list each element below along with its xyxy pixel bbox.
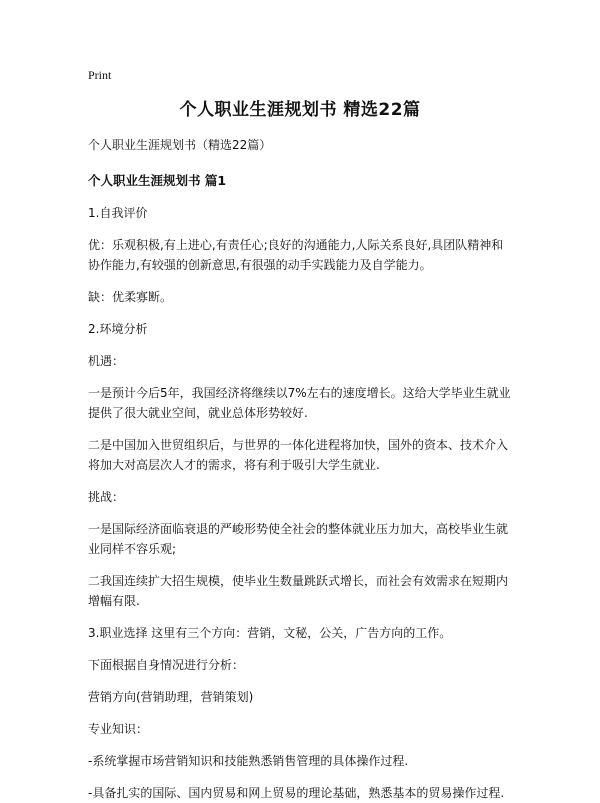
paragraph-challenge-1: 一是国际经济面临衰退的严峻形势使全社会的整体就业压力加大，高校毕业生就业同样不容乐观; — [88, 522, 509, 556]
paragraph-career-choice: 3.职业选择 这里有三个方向：营销，文秘，公关，广告方向的工作。 — [88, 626, 452, 640]
document-title: 个人职业生涯规划书 精选22篇 — [179, 100, 421, 120]
paragraph-marketing-direction: 营销方向(营销助理，营销策划) — [88, 690, 254, 704]
paragraph-analysis-intro: 下面根据自身情况进行分析： — [88, 658, 245, 672]
paragraph-self-evaluation-heading: 1.自我评价 — [88, 206, 148, 220]
print-link[interactable]: Print — [88, 68, 112, 82]
paragraph-knowledge-item-1: -系统掌握市场营销知识和技能熟悉销售管理的具体操作过程. — [88, 754, 409, 768]
paragraph-opportunities-label: 机遇： — [88, 354, 125, 368]
paragraph-challenge-2: 二我国连续扩大招生规模，使毕业生数量跳跃式增长，而社会有效需求在短期内增幅有限. — [88, 574, 509, 608]
paragraph-strengths: 优：乐观积极,有上进心,有责任心;良好的沟通能力,人际关系良好,具团队精神和协作能力,有较强的创新意思,有很强的动手实践能力及自学能力。 — [88, 238, 504, 272]
paragraph-professional-knowledge-label: 专业知识： — [88, 722, 149, 736]
document-subtitle: 个人职业生涯规划书（精选22篇） — [88, 138, 272, 152]
paragraph-environment-heading: 2.环境分析 — [88, 322, 148, 336]
paragraph-challenges-label: 挑战： — [88, 490, 125, 504]
paragraph-knowledge-item-2: -具备扎实的国际、国内贸易和网上贸易的理论基础，熟悉基本的贸易操作过程. — [88, 786, 505, 800]
paragraph-weaknesses: 缺：优柔寡断。 — [88, 290, 173, 304]
section-heading: 个人职业生涯规划书 篇1 — [88, 173, 227, 188]
paragraph-opportunity-2: 二是中国加入世贸组织后，与世界的一体化进程将加快，国外的资本、技术介入将加大对高层次人才的需求，将有利于吸引大学生就业. — [88, 438, 509, 472]
paragraph-opportunity-1: 一是预计今后5年，我国经济将继续以7%左右的速度增长。这给大学毕业生就业提供了很大就业空间，就业总体形势较好. — [88, 386, 511, 420]
